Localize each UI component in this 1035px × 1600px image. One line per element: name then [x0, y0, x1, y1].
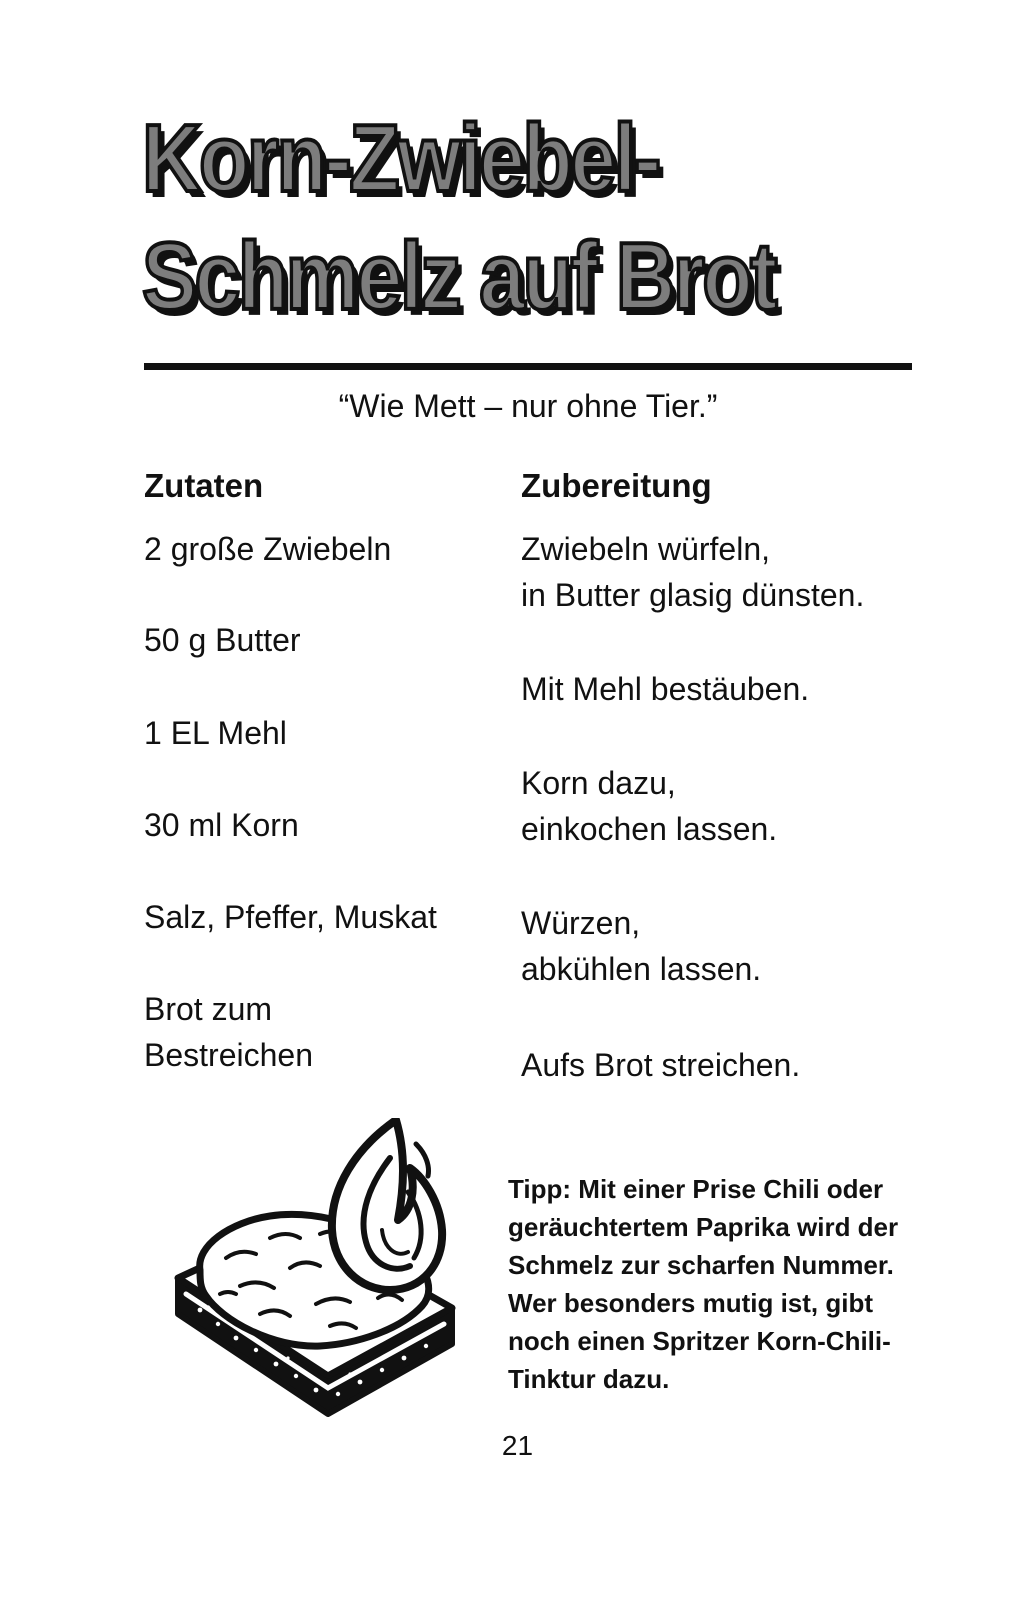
ingredient-item: 50 g Butter: [144, 622, 301, 658]
title-line-2: Schmelz auf Brot: [142, 223, 776, 330]
preparation-heading: Zubereitung: [521, 467, 712, 504]
title-line-1: Korn-Zwiebel-: [142, 105, 659, 212]
preparation-step: Aufs Brot streichen.: [521, 1047, 801, 1083]
recipe-title: [142, 100, 813, 336]
tip-text: Tipp: Mit einer Prise Chili oder geräuchtertem Paprika wird der Schmelz zur scharfen Nummer. Wer besonders mutig ist, gibt noch einen Spritzer Korn-Chili-Tinktur dazu.: [508, 1174, 899, 1394]
preparation-step: Würzen, abkühlen lassen.: [521, 905, 762, 987]
page-number: 21: [501, 1430, 534, 1461]
ingredients-heading: Zutaten: [144, 467, 264, 504]
preparation-step: Mit Mehl bestäuben.: [521, 671, 810, 707]
preparation-step: Zwiebeln würfeln, in Butter glasig dünsten.: [521, 531, 865, 613]
ingredient-item: 2 große Zwiebeln: [144, 531, 392, 567]
ingredient-item: Salz, Pfeffer, Muskat: [144, 899, 437, 935]
tagline: “Wie Mett – nur ohne Tier.”: [338, 388, 718, 424]
ingredient-item: 30 ml Korn: [144, 807, 299, 843]
ingredient-item: Brot zum Bestreichen: [144, 991, 313, 1073]
preparation-step: Korn dazu, einkochen lassen.: [521, 765, 778, 847]
ingredient-item: 1 EL Mehl: [144, 715, 287, 751]
ingredients-section: [144, 462, 484, 1073]
preparation-section: [521, 462, 921, 1083]
title-divider: [144, 363, 912, 370]
bread-with-spread-and-flame-icon: [160, 1118, 465, 1428]
